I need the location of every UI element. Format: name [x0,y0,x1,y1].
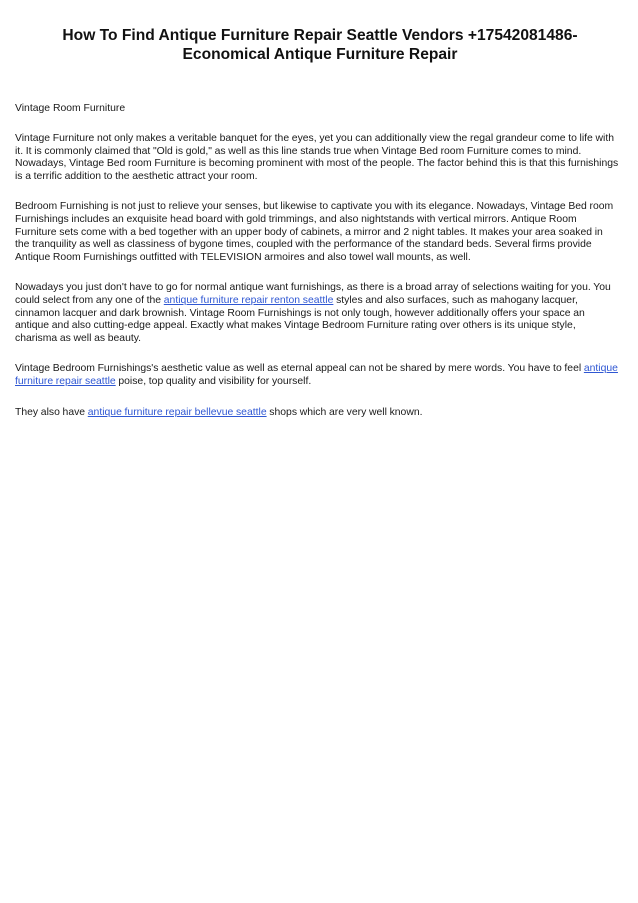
paragraph-2: Bedroom Furnishing is not just to relieve your senses, but likewise to captivate you with its elegance. Nowadays, Vintage Bed room Furnishings includes an exquisite head board with gold trimmings, and also nightstands with vertical mirrors. Antique Room Furniture sets come with a bed together with an upper body of cabinets, a mirror and 2 night tables. It makes your area soaked in the tranquility as well as classiness of bygone times, coupled with the performance of the standard beds. Several firms provide Antique Room Furnishings outfitted with TELEVISION armoires and also towel wall mounts, as well. [15,201,614,263]
link-antique-furniture-repair-seattle[interactable]: antique furniture repair seattle [15,363,618,387]
paragraph-5-text-before: They also have [15,406,88,418]
paragraph-3-text-before: Nowadays you just don't have to go for normal antique want furnishings, as there is a broad array of selections waiting for you. You could select from any one of the [15,282,611,306]
paragraph-3 [15,282,619,345]
paragraph-5 [15,407,619,420]
link-antique-furniture-repair-bellevue-seattle[interactable]: antique furniture repair bellevue seattle [87,406,267,418]
section-subheading: Vintage Room Furniture [15,103,126,114]
link-antique-furniture-repair-renton-seattle[interactable]: antique furniture repair renton seattle [163,294,334,306]
page-title: How To Find Antique Furniture Repair Seattle Vendors +17542081486-Economical Antique Furniture Repair [62,27,578,63]
paragraph-4 [15,363,619,388]
paragraph-4-text-after: poise, top quality and visibility for yourself. [115,375,312,387]
paragraph-4-text-before: Vintage Bedroom Furnishings's aesthetic value as well as eternal appeal can not be shared by mere words. You have to feel [15,363,584,375]
paragraph-3-text-after: styles and also surfaces, such as mahogany lacquer, cinnamon lacquer and dark brownish. Vintage Room Furnishings is not only tough, however additionally offers your space an antique and also cutting-edge appeal. Exactly what makes Vintage Bedroom Furniture rating over others is its unique style, charisma as well as beauty. [15,294,585,344]
paragraph-5-text-after: shops which are very well known. [266,406,423,418]
paragraph-1: Vintage Furniture not only makes a veritable banquet for the eyes, yet you can additionally view the regal grandeur come to life with it. It is commonly claimed that "Old is gold," as well as this line stands true when Vintage Bed room Furniture comes to mind. Nowadays, Vintage Bed room Furniture is becoming prominent with most of the people. The factor behind this is that this furnishings is a terrific addition to the aesthetic attract your room. [15,133,619,182]
